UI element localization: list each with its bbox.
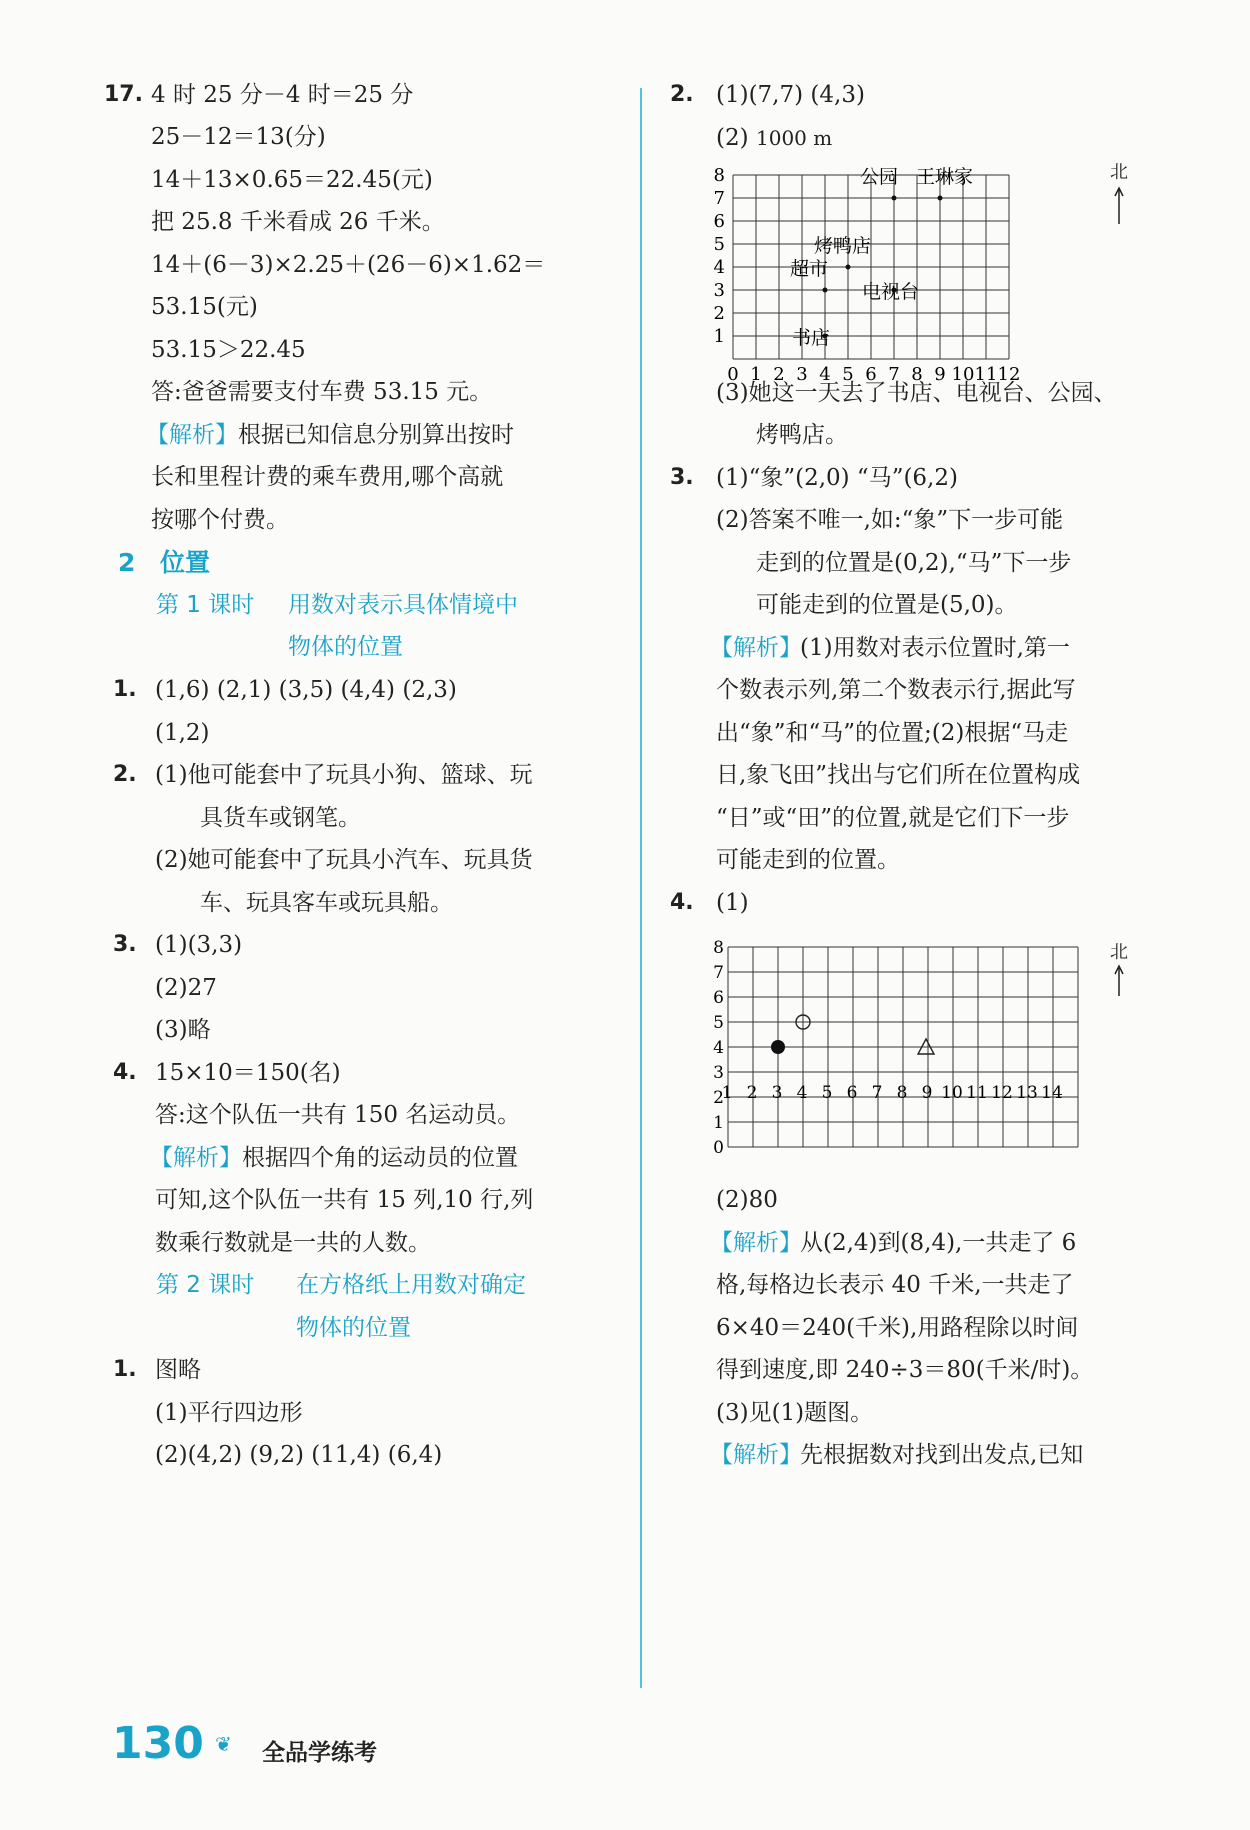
y-tick-label: 8 bbox=[713, 938, 724, 958]
analysis-tag: 【解析】 bbox=[710, 1230, 802, 1256]
lesson-title: 用数对表示具体情境中 bbox=[288, 592, 518, 618]
analysis-text: 长和里程计费的乘车费用,哪个高就 bbox=[151, 464, 504, 490]
column-divider bbox=[640, 88, 642, 1688]
l1q2-line: (1)他可能套中了玩具小狗、篮球、玩 bbox=[155, 762, 533, 788]
l1q3-line: (3)略 bbox=[155, 1017, 211, 1043]
l2q1-line: (1)平行四边形 bbox=[155, 1400, 303, 1426]
analysis-tag: 【解析】 bbox=[710, 635, 802, 661]
x-tick-label: 4 bbox=[819, 364, 831, 385]
q3-line: (2)答案不唯一,如:“象”下一步可能 bbox=[716, 507, 1064, 533]
l1q2-line: 车、玩具客车或玩具船。 bbox=[200, 890, 453, 916]
analysis-text: 得到速度,即 240÷3＝80(千米/时)。 bbox=[716, 1357, 1094, 1383]
x-tick-label: 3 bbox=[771, 1083, 783, 1103]
q4-x-axis-labels bbox=[670, 1078, 1140, 1106]
x-tick-label: 1 bbox=[721, 1083, 733, 1103]
q17-line: 25－12＝13(分) bbox=[151, 124, 326, 150]
l1q2-line: 具货车或钢笔。 bbox=[200, 805, 361, 831]
x-tick-label: 5 bbox=[842, 364, 854, 385]
q4-start-dot bbox=[771, 1040, 785, 1054]
q3-number: 3. bbox=[670, 465, 694, 490]
q4-north-label: 北 bbox=[1110, 942, 1128, 963]
x-tick-label: 8 bbox=[896, 1083, 908, 1103]
y-tick-label: 1 bbox=[713, 326, 725, 347]
lesson-title: 物体的位置 bbox=[296, 1315, 411, 1341]
analysis-text: 格,每格边长表示 40 千米,一共走了 bbox=[716, 1272, 1074, 1298]
q17-line: 53.15(元) bbox=[151, 294, 258, 320]
x-tick-label: 8 bbox=[911, 364, 923, 385]
x-tick-label: 10 bbox=[941, 1083, 963, 1103]
l1q2-number: 2. bbox=[113, 762, 137, 787]
y-tick-label: 5 bbox=[713, 234, 725, 255]
y-tick-label: 4 bbox=[713, 257, 725, 278]
map-scale: 1000 m bbox=[756, 126, 833, 150]
y-tick-label: 7 bbox=[713, 963, 724, 983]
q4-number: 4. bbox=[670, 890, 694, 915]
q17-line: 14＋(6－3)×2.25＋(26－6)×1.62＝ bbox=[151, 252, 546, 278]
x-tick-label: 2 bbox=[746, 1083, 758, 1103]
map-point bbox=[938, 196, 943, 201]
analysis-text: 出“象”和“马”的位置;(2)根据“马走 bbox=[716, 720, 1069, 746]
x-tick-label: 14 bbox=[1041, 1083, 1063, 1103]
y-tick-label: 7 bbox=[713, 188, 725, 209]
q3-line: 走到的位置是(0,2),“马”下一步 bbox=[756, 550, 1072, 576]
x-tick-label: 10 bbox=[951, 364, 975, 385]
y-tick-label: 2 bbox=[713, 303, 725, 324]
q2-part2-label: (2) bbox=[716, 125, 749, 151]
map-point bbox=[823, 288, 828, 293]
x-tick-label: 2 bbox=[773, 364, 785, 385]
analysis-text: 从(2,4)到(8,4),一共走了 6 bbox=[800, 1230, 1077, 1256]
analysis-tag: 【解析】 bbox=[150, 1145, 242, 1171]
q2-part3: (3)她这一天去了书店、电视台、公园、 bbox=[716, 380, 1117, 406]
section-number: 2 bbox=[118, 548, 136, 577]
y-tick-label: 6 bbox=[713, 211, 725, 232]
analysis-text: 日,象飞田”找出与它们所在位置构成 bbox=[716, 762, 1081, 788]
y-tick-label: 8 bbox=[713, 165, 725, 186]
map-north-label: 北 bbox=[1110, 162, 1128, 183]
x-tick-label: 7 bbox=[871, 1083, 883, 1103]
x-tick-label: 11 bbox=[966, 1083, 988, 1103]
map-grid-lines bbox=[733, 175, 1009, 359]
map-label-tv: 电视台 bbox=[862, 281, 920, 303]
q17-line: 把 25.8 千米看成 26 千米。 bbox=[151, 209, 445, 235]
l1q1-number: 1. bbox=[113, 677, 137, 702]
l1q3-line: (2)27 bbox=[155, 975, 217, 1001]
analysis-text: 6×40＝240(千米),用路程除以时间 bbox=[716, 1315, 1079, 1341]
x-tick-label: 1 bbox=[750, 364, 762, 385]
map-north-arrow-icon bbox=[1113, 186, 1125, 226]
q4-grid bbox=[710, 928, 1140, 1158]
analysis-text: 个数表示列,第二个数表示行,据此写 bbox=[716, 677, 1076, 703]
q4-part2: (2)80 bbox=[716, 1187, 778, 1213]
x-tick-label: 4 bbox=[796, 1083, 808, 1103]
analysis-text: (1)用数对表示位置时,第一 bbox=[800, 635, 1070, 661]
brand-name: 全品学练考 bbox=[262, 1740, 377, 1766]
x-tick-label: 7 bbox=[888, 364, 900, 385]
analysis-text: 可知,这个队伍一共有 15 列,10 行,列 bbox=[155, 1187, 534, 1213]
map-label-park: 公园 bbox=[860, 166, 899, 188]
brand-leaf-icon: ❦ bbox=[215, 1732, 232, 1756]
y-tick-label: 0 bbox=[713, 1138, 724, 1158]
y-tick-label: 3 bbox=[713, 280, 725, 301]
l1q3-line: (1)(3,3) bbox=[155, 932, 243, 958]
q4-part3: (3)见(1)题图。 bbox=[716, 1400, 874, 1426]
l1q4-line: 15×10＝150(名) bbox=[155, 1060, 341, 1086]
map-label-bookstore: 书店 bbox=[792, 327, 831, 349]
map-label-market: 超市 bbox=[790, 258, 829, 280]
q17-line: 14＋13×0.65＝22.45(元) bbox=[151, 167, 433, 193]
q4-north-arrow-icon bbox=[1113, 964, 1125, 998]
q17-answer: 答:爸爸需要支付车费 53.15 元。 bbox=[151, 379, 493, 405]
x-tick-label: 9 bbox=[934, 364, 946, 385]
q4-tick-labels bbox=[713, 938, 724, 1158]
x-tick-label: 9 bbox=[921, 1083, 933, 1103]
analysis-text: 先根据数对找到出发点,已知 bbox=[800, 1442, 1084, 1468]
l2q1-line: 图略 bbox=[155, 1357, 201, 1383]
lesson-label: 第 1 课时 bbox=[156, 592, 255, 618]
l1q1-line: (1,2) bbox=[155, 720, 210, 746]
l1q1-line: (1,6) (2,1) (3,5) (4,4) (2,3) bbox=[155, 677, 457, 703]
y-tick-label: 1 bbox=[713, 1113, 724, 1133]
analysis-text: 根据已知信息分别算出按时 bbox=[238, 422, 514, 448]
q2-part1: (1)(7,7) (4,3) bbox=[716, 82, 865, 108]
x-tick-label: 12 bbox=[991, 1083, 1013, 1103]
q17-line: 53.15＞22.45 bbox=[151, 337, 306, 363]
x-tick-label: 6 bbox=[865, 364, 877, 385]
map-point bbox=[846, 265, 851, 270]
y-tick-label: 6 bbox=[713, 988, 724, 1008]
l1q3-number: 3. bbox=[113, 932, 137, 957]
analysis-tag: 【解析】 bbox=[146, 422, 238, 448]
x-tick-label: 0 bbox=[727, 364, 739, 385]
lesson-title: 物体的位置 bbox=[288, 634, 403, 660]
q3-line: (1)“象”(2,0) “马”(6,2) bbox=[716, 465, 958, 491]
l1q4-answer: 答:这个队伍一共有 150 名运动员。 bbox=[155, 1102, 521, 1128]
map-point bbox=[892, 196, 897, 201]
page-number: 130 bbox=[112, 1718, 204, 1769]
analysis-text: 可能走到的位置。 bbox=[716, 847, 900, 873]
map-label-duck: 烤鸭店 bbox=[814, 235, 872, 257]
analysis-text: “日”或“田”的位置,就是它们下一步 bbox=[716, 805, 1070, 831]
q2-number: 2. bbox=[670, 82, 694, 107]
map-label-home: 王琳家 bbox=[916, 166, 974, 188]
y-tick-label: 3 bbox=[713, 1063, 724, 1083]
l2q1-line: (2)(4,2) (9,2) (11,4) (6,4) bbox=[155, 1442, 443, 1468]
analysis-tag: 【解析】 bbox=[710, 1442, 802, 1468]
q3-line: 可能走到的位置是(5,0)。 bbox=[756, 592, 1018, 618]
section-title: 位置 bbox=[160, 548, 211, 577]
analysis-text: 根据四个角的运动员的位置 bbox=[242, 1145, 518, 1171]
x-tick-label: 6 bbox=[846, 1083, 858, 1103]
y-tick-label: 4 bbox=[713, 1038, 724, 1058]
q4-part1: (1) bbox=[716, 890, 749, 916]
l2q1-number: 1. bbox=[113, 1357, 137, 1382]
y-tick-label: 2 bbox=[713, 1088, 724, 1108]
q17-number: 17. bbox=[104, 82, 143, 107]
q17-line: 4 时 25 分－4 时＝25 分 bbox=[151, 82, 414, 108]
x-tick-label: 3 bbox=[796, 364, 808, 385]
lesson-label: 第 2 课时 bbox=[156, 1272, 255, 1298]
y-tick-label: 5 bbox=[713, 1013, 724, 1033]
lesson-title: 在方格纸上用数对确定 bbox=[296, 1272, 526, 1298]
x-tick-label: 11 bbox=[974, 364, 998, 385]
q2-part3: 烤鸭店。 bbox=[756, 422, 848, 448]
analysis-text: 数乘行数就是一共的人数。 bbox=[155, 1230, 431, 1256]
l1q4-number: 4. bbox=[113, 1060, 137, 1085]
l1q2-line: (2)她可能套中了玩具小汽车、玩具货 bbox=[155, 847, 533, 873]
x-tick-label: 12 bbox=[997, 364, 1021, 385]
x-tick-label: 13 bbox=[1016, 1083, 1038, 1103]
x-tick-label: 5 bbox=[821, 1083, 833, 1103]
analysis-text: 按哪个付费。 bbox=[151, 507, 289, 533]
